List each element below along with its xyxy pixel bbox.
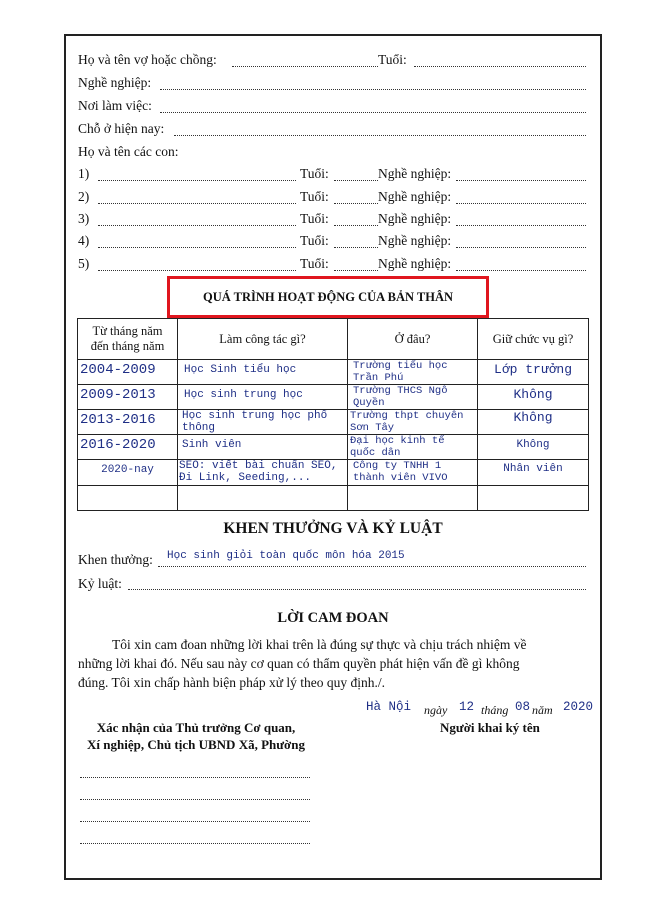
child-job-label: Nghề nghiệp: bbox=[378, 233, 452, 248]
spouse-name-label: Họ và tên vợ hoặc chồng: bbox=[78, 52, 217, 67]
cell-period: 2009-2013 bbox=[78, 385, 178, 410]
activity-table bbox=[77, 318, 589, 511]
child-job-label: Nghề nghiệp: bbox=[378, 166, 452, 181]
cell-period: 2004-2009 bbox=[78, 360, 178, 385]
child-age-line bbox=[334, 180, 378, 181]
day-label: ngày bbox=[424, 703, 448, 717]
empty-cell bbox=[478, 486, 589, 511]
confirm-line bbox=[80, 777, 310, 778]
confirm-line-1: Xác nhận của Thủ trưởng Cơ quan, bbox=[96, 720, 296, 735]
table-row bbox=[78, 435, 589, 460]
cell-work: Học Sinh tiểu học bbox=[178, 360, 348, 385]
child-age-line bbox=[334, 270, 378, 271]
table-row bbox=[78, 385, 589, 410]
reward-label: Khen thưởng: bbox=[78, 552, 153, 567]
child-age-label: Tuổi: bbox=[300, 189, 329, 204]
child-age-line bbox=[334, 247, 378, 248]
child-age-label: Tuổi: bbox=[300, 233, 329, 248]
address-label: Chỗ ở hiện nay: bbox=[78, 121, 165, 136]
table-row-empty bbox=[78, 486, 589, 511]
child-age-label: Tuổi: bbox=[300, 211, 329, 226]
cell-place: Trường tiểu học Trần Phú bbox=[348, 360, 478, 385]
child-name-line bbox=[98, 247, 296, 248]
reward-line bbox=[158, 566, 586, 567]
child-age-label: Tuổi: bbox=[300, 256, 329, 271]
confirm-line-2: Xí nghiệp, Chủ tịch UBND Xã, Phường bbox=[87, 737, 305, 752]
child-row-label: 2) bbox=[78, 189, 90, 204]
col-header-period: Từ tháng năm đến tháng năm bbox=[78, 319, 178, 360]
child-row-label: 1) bbox=[78, 166, 90, 181]
col-header-position: Giữ chức vụ gì? bbox=[478, 319, 589, 360]
child-row-label: 4) bbox=[78, 233, 90, 248]
children-header: Họ và tên các con: bbox=[78, 144, 179, 159]
empty-cell bbox=[348, 486, 478, 511]
pledge-line-3: đúng. Tôi xin chấp hành biện pháp xử lý theo quy định./. bbox=[78, 675, 386, 690]
cell-work: Học sinh trung học bbox=[178, 385, 348, 410]
year-label: năm bbox=[532, 703, 553, 717]
cell-position: Không bbox=[478, 410, 589, 435]
child-job-line bbox=[456, 247, 586, 248]
table-header-row bbox=[78, 319, 589, 360]
child-age-line bbox=[334, 203, 378, 204]
discipline-line bbox=[128, 589, 586, 590]
child-name-line bbox=[98, 225, 296, 226]
spouse-age-line bbox=[414, 66, 586, 67]
cell-period: 2016-2020 bbox=[78, 435, 178, 460]
confirm-line bbox=[80, 799, 310, 800]
pledge-line-2: những lời khai đó. Nếu sau này cơ quan có thẩm quyền phát hiện vấn đề gì không bbox=[78, 656, 520, 671]
signer-label: Người khai ký tên bbox=[440, 720, 540, 735]
cell-work: Sinh viên bbox=[178, 435, 348, 460]
month-label: tháng bbox=[481, 703, 509, 717]
signature-year: 2020 bbox=[563, 700, 594, 714]
cell-position: Không bbox=[478, 385, 589, 410]
confirm-line bbox=[80, 843, 310, 844]
empty-cell bbox=[78, 486, 178, 511]
child-name-line bbox=[98, 270, 296, 271]
reward-value: Học sinh giỏi toàn quốc môn hóa 2015 bbox=[167, 550, 405, 562]
discipline-label: Kỷ luật: bbox=[78, 576, 122, 591]
child-row-label: 5) bbox=[78, 256, 90, 271]
pledge-line-1: Tôi xin cam đoan những lời khai trên là đúng sự thực và chịu trách nhiệm về bbox=[112, 637, 527, 652]
rewards-title: KHEN THƯỞNG VÀ KỶ LUẬT bbox=[223, 520, 443, 537]
empty-cell bbox=[178, 486, 348, 511]
child-age-line bbox=[334, 225, 378, 226]
child-job-line bbox=[456, 225, 586, 226]
job-line bbox=[160, 89, 586, 90]
child-row-label: 3) bbox=[78, 211, 90, 226]
cell-position: Lớp trưởng bbox=[478, 360, 589, 385]
child-job-line bbox=[456, 180, 586, 181]
spouse-name-line bbox=[232, 66, 378, 67]
cell-period: 2020-nay bbox=[78, 460, 178, 486]
cell-place: Trường THCS Ngô Quyền bbox=[348, 385, 478, 410]
cell-place: Trường thpt chuyên Sơn Tây bbox=[348, 410, 478, 435]
cell-period: 2013-2016 bbox=[78, 410, 178, 435]
signature-month: 08 bbox=[515, 700, 531, 714]
signature-place: Hà Nội bbox=[366, 700, 412, 714]
signature-day: 12 bbox=[459, 700, 475, 714]
confirm-line bbox=[80, 821, 310, 822]
child-name-line bbox=[98, 180, 296, 181]
cell-work: SEO: viết bài chuẩn SEO, Đi Link, Seeding,... bbox=[178, 460, 348, 486]
child-job-label: Nghề nghiệp: bbox=[378, 211, 452, 226]
child-job-line bbox=[456, 203, 586, 204]
cell-position: Không bbox=[478, 435, 589, 460]
address-line bbox=[174, 135, 586, 136]
col-header-work: Làm công tác gì? bbox=[178, 319, 348, 360]
workplace-label: Nơi làm việc: bbox=[78, 98, 152, 113]
cell-work: Học sinh trung học phổ thông bbox=[178, 410, 348, 435]
child-name-line bbox=[98, 203, 296, 204]
cell-position: Nhân viên bbox=[478, 460, 589, 486]
child-job-label: Nghề nghiệp: bbox=[378, 189, 452, 204]
section-title: QUÁ TRÌNH HOẠT ĐỘNG CỦA BẢN THÂN bbox=[202, 290, 454, 304]
table-row bbox=[78, 360, 589, 385]
table-row bbox=[78, 460, 589, 486]
workplace-line bbox=[160, 112, 586, 113]
cell-place: Công ty TNHH 1 thành viên VIVO bbox=[348, 460, 478, 486]
spouse-age-label: Tuổi: bbox=[378, 52, 407, 67]
child-job-label: Nghề nghiệp: bbox=[378, 256, 452, 271]
child-age-label: Tuổi: bbox=[300, 166, 329, 181]
table-row bbox=[78, 410, 589, 435]
pledge-title: LỜI CAM ĐOAN bbox=[277, 610, 389, 626]
col-header-place: Ở đâu? bbox=[348, 319, 478, 360]
job-label: Nghề nghiệp: bbox=[78, 75, 152, 90]
cell-place: Đại học kinh tế quốc dân bbox=[348, 435, 478, 460]
child-job-line bbox=[456, 270, 586, 271]
